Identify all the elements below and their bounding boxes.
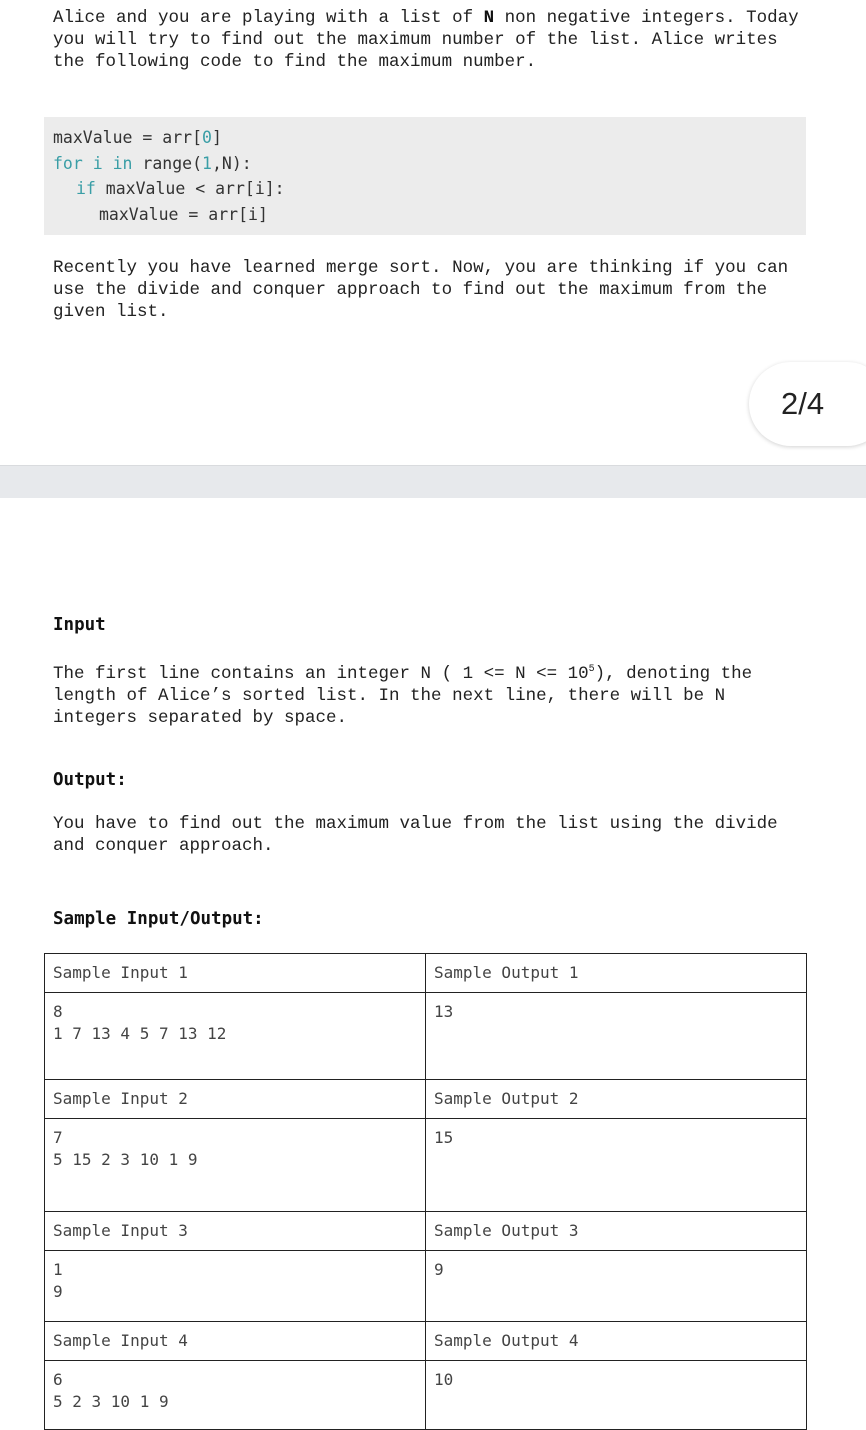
output-heading: Output:	[53, 770, 127, 790]
sample-header-row	[45, 1212, 807, 1251]
code-line-4: maxValue = arr[i]	[99, 204, 268, 224]
code-line-2: for i in range(1,N):	[53, 153, 252, 173]
intro-paragraph: Alice and you are playing with a list of N non negative integers. Today you will try to find out the maximum number of the list. Alice writes the following code to find the maximum number.	[53, 8, 810, 72]
code-line-3: if maxValue < arr[i]:	[76, 179, 285, 198]
output-description: You have to find out the maximum value from the list using the divide and conquer approach.	[53, 814, 789, 856]
sample-input-value: 7 5 15 2 3 10 1 9	[45, 1119, 426, 1212]
sample-header-row	[45, 954, 807, 993]
sample-header-row	[45, 1080, 807, 1119]
input-description: The first line contains an integer N ( $1 <= N <= 10^5$), denoting the length of Alice’s sorted list. In the next line, there will be N integers separated by space.	[53, 663, 763, 728]
sample-output-value: 9	[426, 1251, 807, 1322]
code-line-1: maxValue = arr[0]	[53, 128, 222, 147]
n-variable: N	[483, 8, 495, 28]
sample-input-label: Sample Input 4	[45, 1322, 426, 1361]
sample-input-value: 8 1 7 13 4 5 7 13 12	[45, 993, 426, 1080]
samples-heading: Sample Input/Output:	[53, 909, 264, 929]
sample-input-label: Sample Input 1	[45, 954, 426, 993]
input-heading: Input	[53, 615, 106, 635]
page-indicator: 2/4	[749, 362, 866, 446]
sample-output-label: Sample Output 1	[426, 954, 807, 993]
sample-output-label: Sample Output 4	[426, 1322, 807, 1361]
sample-data-row	[45, 1119, 807, 1212]
sample-data-row	[45, 1251, 807, 1322]
sample-input-value: 6 5 2 3 10 1 9	[45, 1361, 426, 1430]
sample-data-row	[45, 993, 807, 1080]
sample-input-label: Sample Input 3	[45, 1212, 426, 1251]
code-block	[44, 117, 806, 235]
sample-output-value: 13	[426, 993, 807, 1080]
sample-header-row	[45, 1322, 807, 1361]
sample-input-value: 1 9	[45, 1251, 426, 1322]
sample-output-label: Sample Output 3	[426, 1212, 807, 1251]
sample-data-row	[45, 1361, 807, 1430]
sample-input-label: Sample Input 2	[45, 1080, 426, 1119]
merge-sort-paragraph: Recently you have learned merge sort. Now, you are thinking if you can use the divide and conquer approach to find out the maximum from the given list.	[53, 258, 799, 322]
page-divider	[0, 465, 866, 498]
sample-output-value: 10	[426, 1361, 807, 1430]
samples-table	[44, 953, 807, 1430]
sample-output-value: 15	[426, 1119, 807, 1212]
sample-output-label: Sample Output 2	[426, 1080, 807, 1119]
